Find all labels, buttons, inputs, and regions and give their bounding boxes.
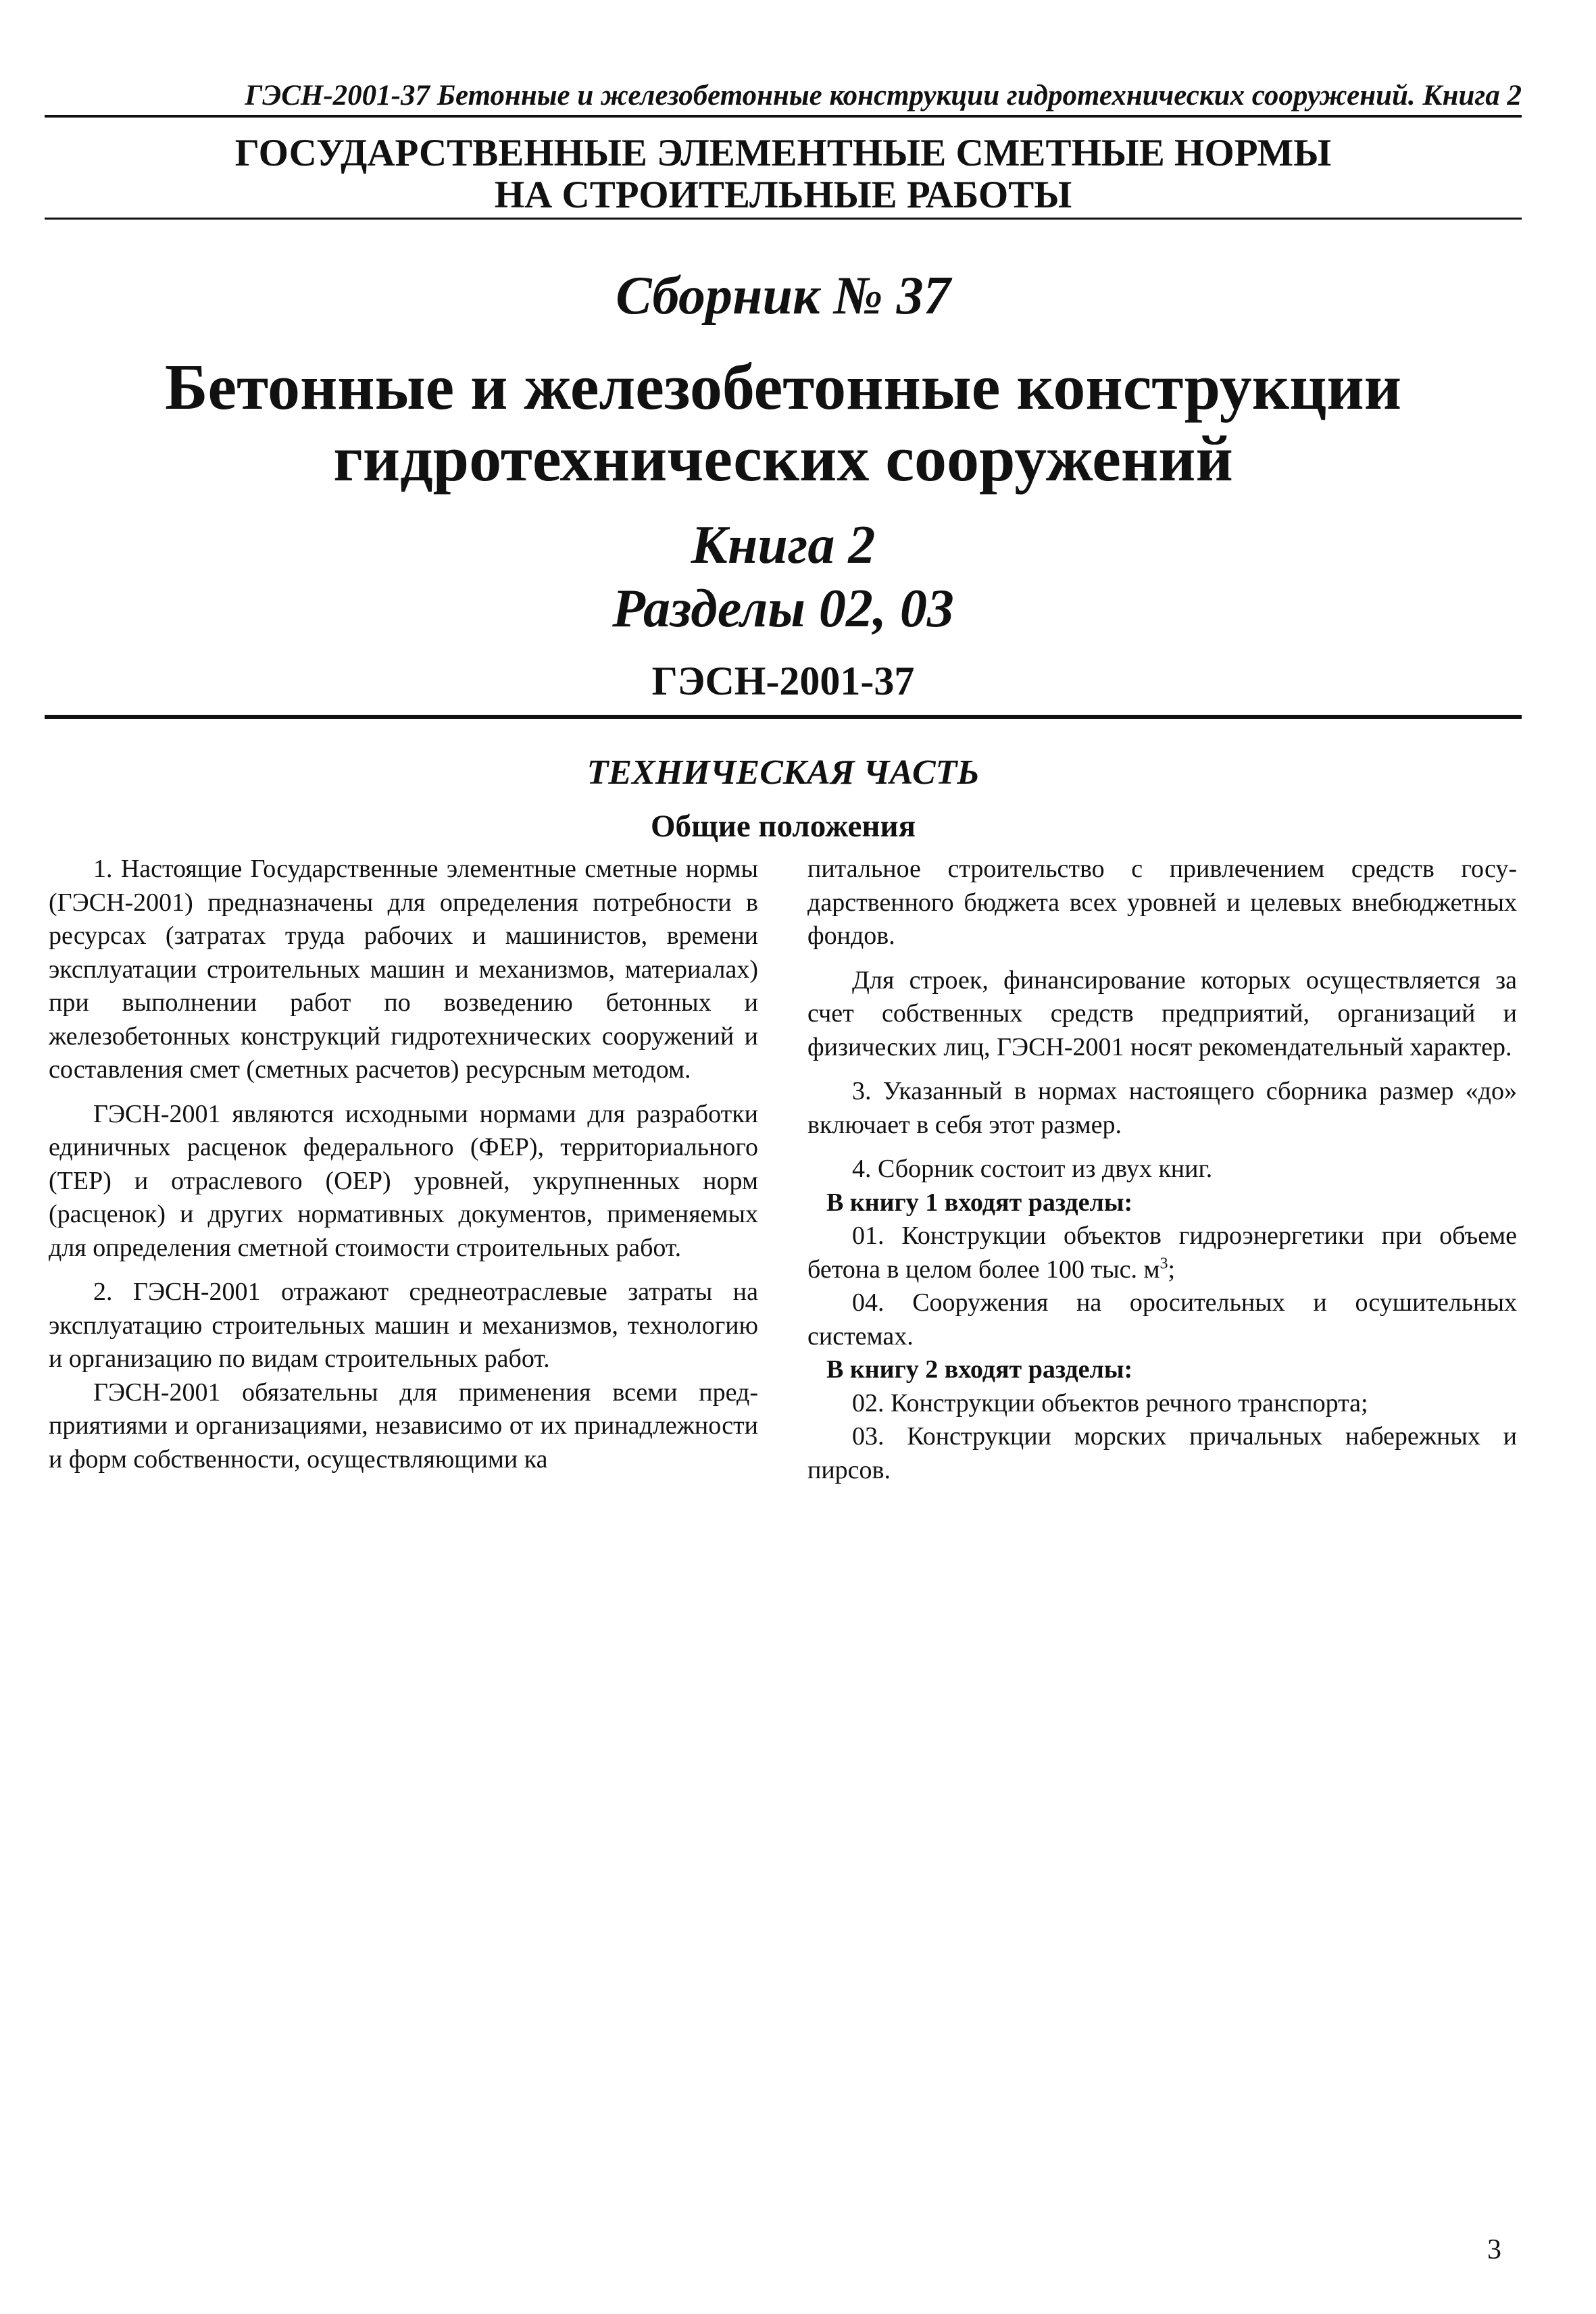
gov-title-line-2: НА СТРОИТЕЛЬНЫЕ РАБОТЫ	[494, 174, 1072, 216]
paragraph-gesn-basis: ГЭСН-2001 являются исходными нормами для разработки единичных расценок федерального (ФЕР), территориального (ТЕР) и отраслевого (ОЕР) уровней, укрупненных норм (расценок) и других нормативных документов, применяемых для определения сметной стоимости строительных работ.	[49, 1099, 758, 1262]
running-header: ГЭСН-2001-37 Бетонные и железобетонные конструкции гидротехнических сооружений. Книга 2	[245, 80, 1522, 111]
header-rule	[45, 115, 1522, 118]
code-rule	[45, 715, 1522, 719]
section-03: 03. Конструкции морских причальных набережных и пирсов.	[807, 1422, 1517, 1484]
cubic-superscript: 3	[1159, 1254, 1168, 1272]
book-1-heading: В книгу 1 входят разделы:	[826, 1188, 1133, 1217]
paragraph-2: 2. ГЭСН-2001 отражают среднеотраслевые затраты на эксплуатацию строительных машин и механизмов, технологию и организацию по видам строительных работ.	[49, 1278, 758, 1373]
book-title-line-1: Книга 2	[691, 515, 876, 575]
book-title-line-2: Разделы 02, 03	[612, 579, 954, 638]
page-number: 3	[1487, 2234, 1501, 2265]
government-norms-title	[45, 132, 1522, 216]
gov-title-line-1: ГОСУДАРСТВЕННЫЕ ЭЛЕМЕНТНЫЕ СМЕТНЫЕ НОРМЫ	[234, 132, 1332, 174]
section-01-text: 01. Конструкции объектов гидроэнергетики при объеме бетона в целом более 100 тыс. м	[807, 1222, 1517, 1284]
right-column	[807, 853, 1517, 1487]
main-title-line-1: Бетонные и железобетонные конструкции	[165, 351, 1401, 423]
general-provisions-title: Общие положения	[651, 809, 916, 844]
technical-part-title: ТЕХНИЧЕСКАЯ ЧАСТЬ	[587, 753, 980, 792]
paragraph-private-funding: Для строек, финансирование которых осуществляется за счет собственных средств предприятий, организаций и физических лиц, ГЭСН-2001 носят рекомендательный характер.	[807, 965, 1517, 1061]
main-title-line-2: гидротехнических сооружений	[333, 422, 1233, 495]
paragraph-4: 4. Сборник состоит из двух книг.	[852, 1155, 1213, 1183]
code-title: ГЭСН-2001-37	[651, 659, 915, 703]
section-01	[807, 1219, 1517, 1286]
section-04: 04. Сооружения на оросительных и осушительных системах.	[807, 1288, 1517, 1351]
section-01-end: ;	[1168, 1255, 1176, 1284]
paragraph-mandatory: ГЭСН-2001 обязательны для применения всеми предприятиями и организациями, независимо от их принадлежности и форм собственности, осуществляющими ка	[49, 1378, 758, 1474]
title-rule	[45, 218, 1522, 220]
book-title	[45, 513, 1522, 640]
left-column	[49, 853, 758, 1476]
paragraph-1: 1. Настоящие Государственные элементные сметные нормы (ГЭСН-2001) предназначены для определения потребности в ресурсах (затратах труда рабочих и машинистов, времени эксплуатации строительных машин и механизмов, материалах) при выполнении работ по возведению бетонных и железобетонных конструкций гидротехнических сооружений и составления смет (сметных расчетов) ресурсным методом.	[49, 855, 758, 1084]
paragraph-continuation: питальное строительство с привлечением средств государственного бюджета всех уровней и целевых внебюджетных фондов.	[807, 855, 1517, 950]
book-2-heading: В книгу 2 входят разделы:	[826, 1355, 1133, 1384]
paragraph-3: 3. Указанный в нормах настоящего сборника размер «до» включает в себя этот размер.	[807, 1077, 1517, 1139]
collection-title: Сборник № 37	[616, 266, 951, 326]
main-title	[45, 351, 1522, 495]
section-02: 02. Конструкции объектов речного транспорта;	[852, 1388, 1368, 1417]
